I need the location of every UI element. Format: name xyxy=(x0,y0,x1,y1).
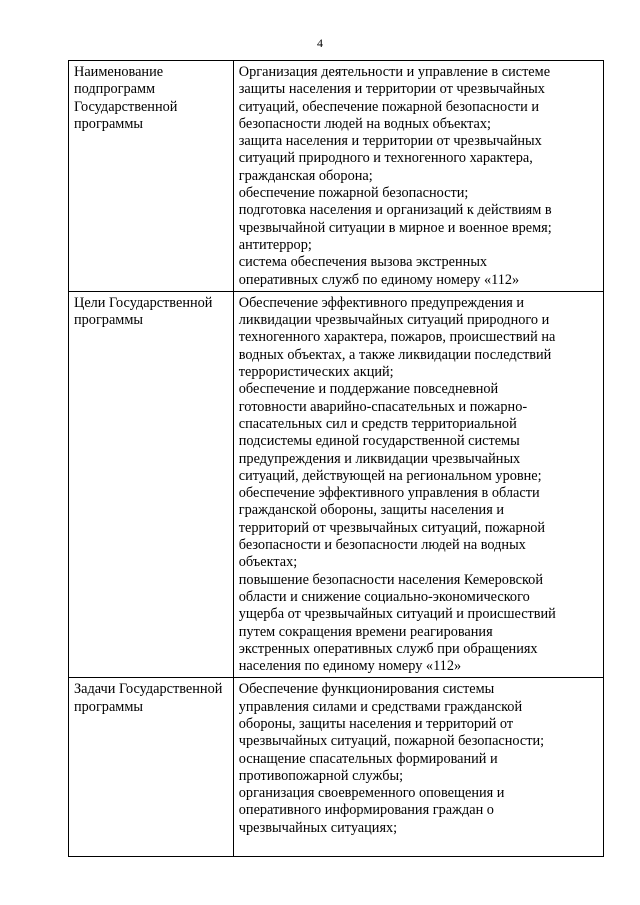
subprograms-label-cell xyxy=(69,61,234,292)
subprograms-value-line: защиты населения и территории от чрезвычайных xyxy=(238,81,545,98)
tasks-value-line: управления силами и средствами гражданской xyxy=(238,698,523,715)
goals-value-line: водных объектах, а также ликвидации последствий xyxy=(238,346,552,363)
subprograms-value-line: чрезвычайной ситуации в мирное и военное время; xyxy=(238,219,552,236)
goals-value-line: террористических акций; xyxy=(238,364,394,381)
goals-value-line: гражданской обороны, защиты населения и xyxy=(238,502,505,519)
tasks-value-line: обороны, защиты населения и территорий от xyxy=(238,715,514,732)
page-number: 4 xyxy=(317,36,323,50)
tasks-label-cell xyxy=(69,678,234,857)
subprograms-value-line: ситуаций природного и техногенного характера, xyxy=(238,150,533,167)
goals-value-line: обеспечение и поддержание повседневной xyxy=(238,381,499,398)
goals-value-line: Обеспечение эффективного предупреждения и xyxy=(238,294,525,311)
tasks-value-line: оперативного информирования граждан о xyxy=(238,802,494,819)
tasks-value-line: Обеспечение функционирования системы xyxy=(238,681,495,698)
goals-value-line: ущерба от чрезвычайных ситуаций и происшествий xyxy=(238,606,556,623)
goals-value-line: готовности аварийно-спасательных и пожарно- xyxy=(238,398,528,415)
goals-value-line: подсистемы единой государственной системы xyxy=(238,433,520,450)
goals-value-line: ликвидации чрезвычайных ситуаций природного и xyxy=(238,312,550,329)
subprograms-label-line: подпрограмм xyxy=(74,81,156,98)
program-passport-table xyxy=(68,60,604,857)
goals-value-line: обеспечение эффективного управления в области xyxy=(238,485,540,502)
goals-label-cell xyxy=(69,291,234,678)
table-row-tasks xyxy=(69,678,604,857)
subprograms-value-line: ситуаций, обеспечение пожарной безопасности и xyxy=(238,98,540,115)
table-row-subprograms xyxy=(69,61,604,292)
tasks-value-line: оснащение спасательных формирований и xyxy=(238,750,498,767)
goals-value-line: объектах; xyxy=(238,554,298,571)
subprograms-value-line: антитеррор; xyxy=(238,236,312,253)
goals-value-line: территорий от чрезвычайных ситуаций, пожарной xyxy=(238,519,546,536)
subprograms-label-line: Наименование xyxy=(74,64,164,80)
subprograms-value-cell xyxy=(233,61,603,292)
goals-value-line: путем сокращения времени реагирования xyxy=(238,623,493,640)
tasks-value-line: противопожарной службы; xyxy=(238,767,404,784)
subprograms-label-line: программы xyxy=(74,115,144,132)
subprograms-value-line: защита населения и территории от чрезвычайных xyxy=(238,133,542,150)
subprograms-value-line: оперативных служб по единому номеру «112» xyxy=(238,271,520,288)
goals-value-line: техногенного характера, пожаров, происшествий на xyxy=(238,329,556,346)
tasks-value-line: организация своевременного оповещения и xyxy=(238,785,505,802)
tasks-label-line: Задачи Государственной xyxy=(74,681,223,698)
goals-label-line: Цели Государственной xyxy=(74,294,213,311)
table-row-goals xyxy=(69,291,604,678)
subprograms-value-line: система обеспечения вызова экстренных xyxy=(238,254,488,271)
subprograms-label-line: Государственной xyxy=(74,98,178,115)
goals-value-line: области и снижение социально-экономического xyxy=(238,588,530,605)
goals-value-line: спасательных сил и средств территориальной xyxy=(238,415,517,432)
goals-value-line: предупреждения и ликвидации чрезвычайных xyxy=(238,450,521,467)
subprograms-value-line: безопасности людей на водных объектах; xyxy=(238,115,491,132)
tasks-value-line: чрезвычайных ситуациях; xyxy=(238,819,398,836)
subprograms-value-line: Организация деятельности и управление в системе xyxy=(238,64,551,80)
tasks-value-cell xyxy=(233,678,603,857)
subprograms-value-line: гражданская оборона; xyxy=(238,167,373,184)
goals-label-line: программы xyxy=(74,312,144,329)
goals-value-line: ситуаций, действующей на региональном уровне; xyxy=(238,467,542,484)
subprograms-value-line: обеспечение пожарной безопасности; xyxy=(238,185,469,202)
goals-value-line: экстренных оперативных служб при обращениях xyxy=(238,640,538,657)
goals-value-line: безопасности и безопасности людей на водных xyxy=(238,537,526,554)
tasks-label-line: программы xyxy=(74,698,144,715)
tasks-value-line: чрезвычайных ситуаций, пожарной безопасности; xyxy=(238,733,545,750)
goals-value-line: населения по единому номеру «112» xyxy=(238,658,462,675)
subprograms-value-line: подготовка населения и организаций к действиям в xyxy=(238,202,552,219)
goals-value-line: повышение безопасности населения Кемеровской xyxy=(238,571,543,588)
goals-value-cell xyxy=(233,291,603,678)
